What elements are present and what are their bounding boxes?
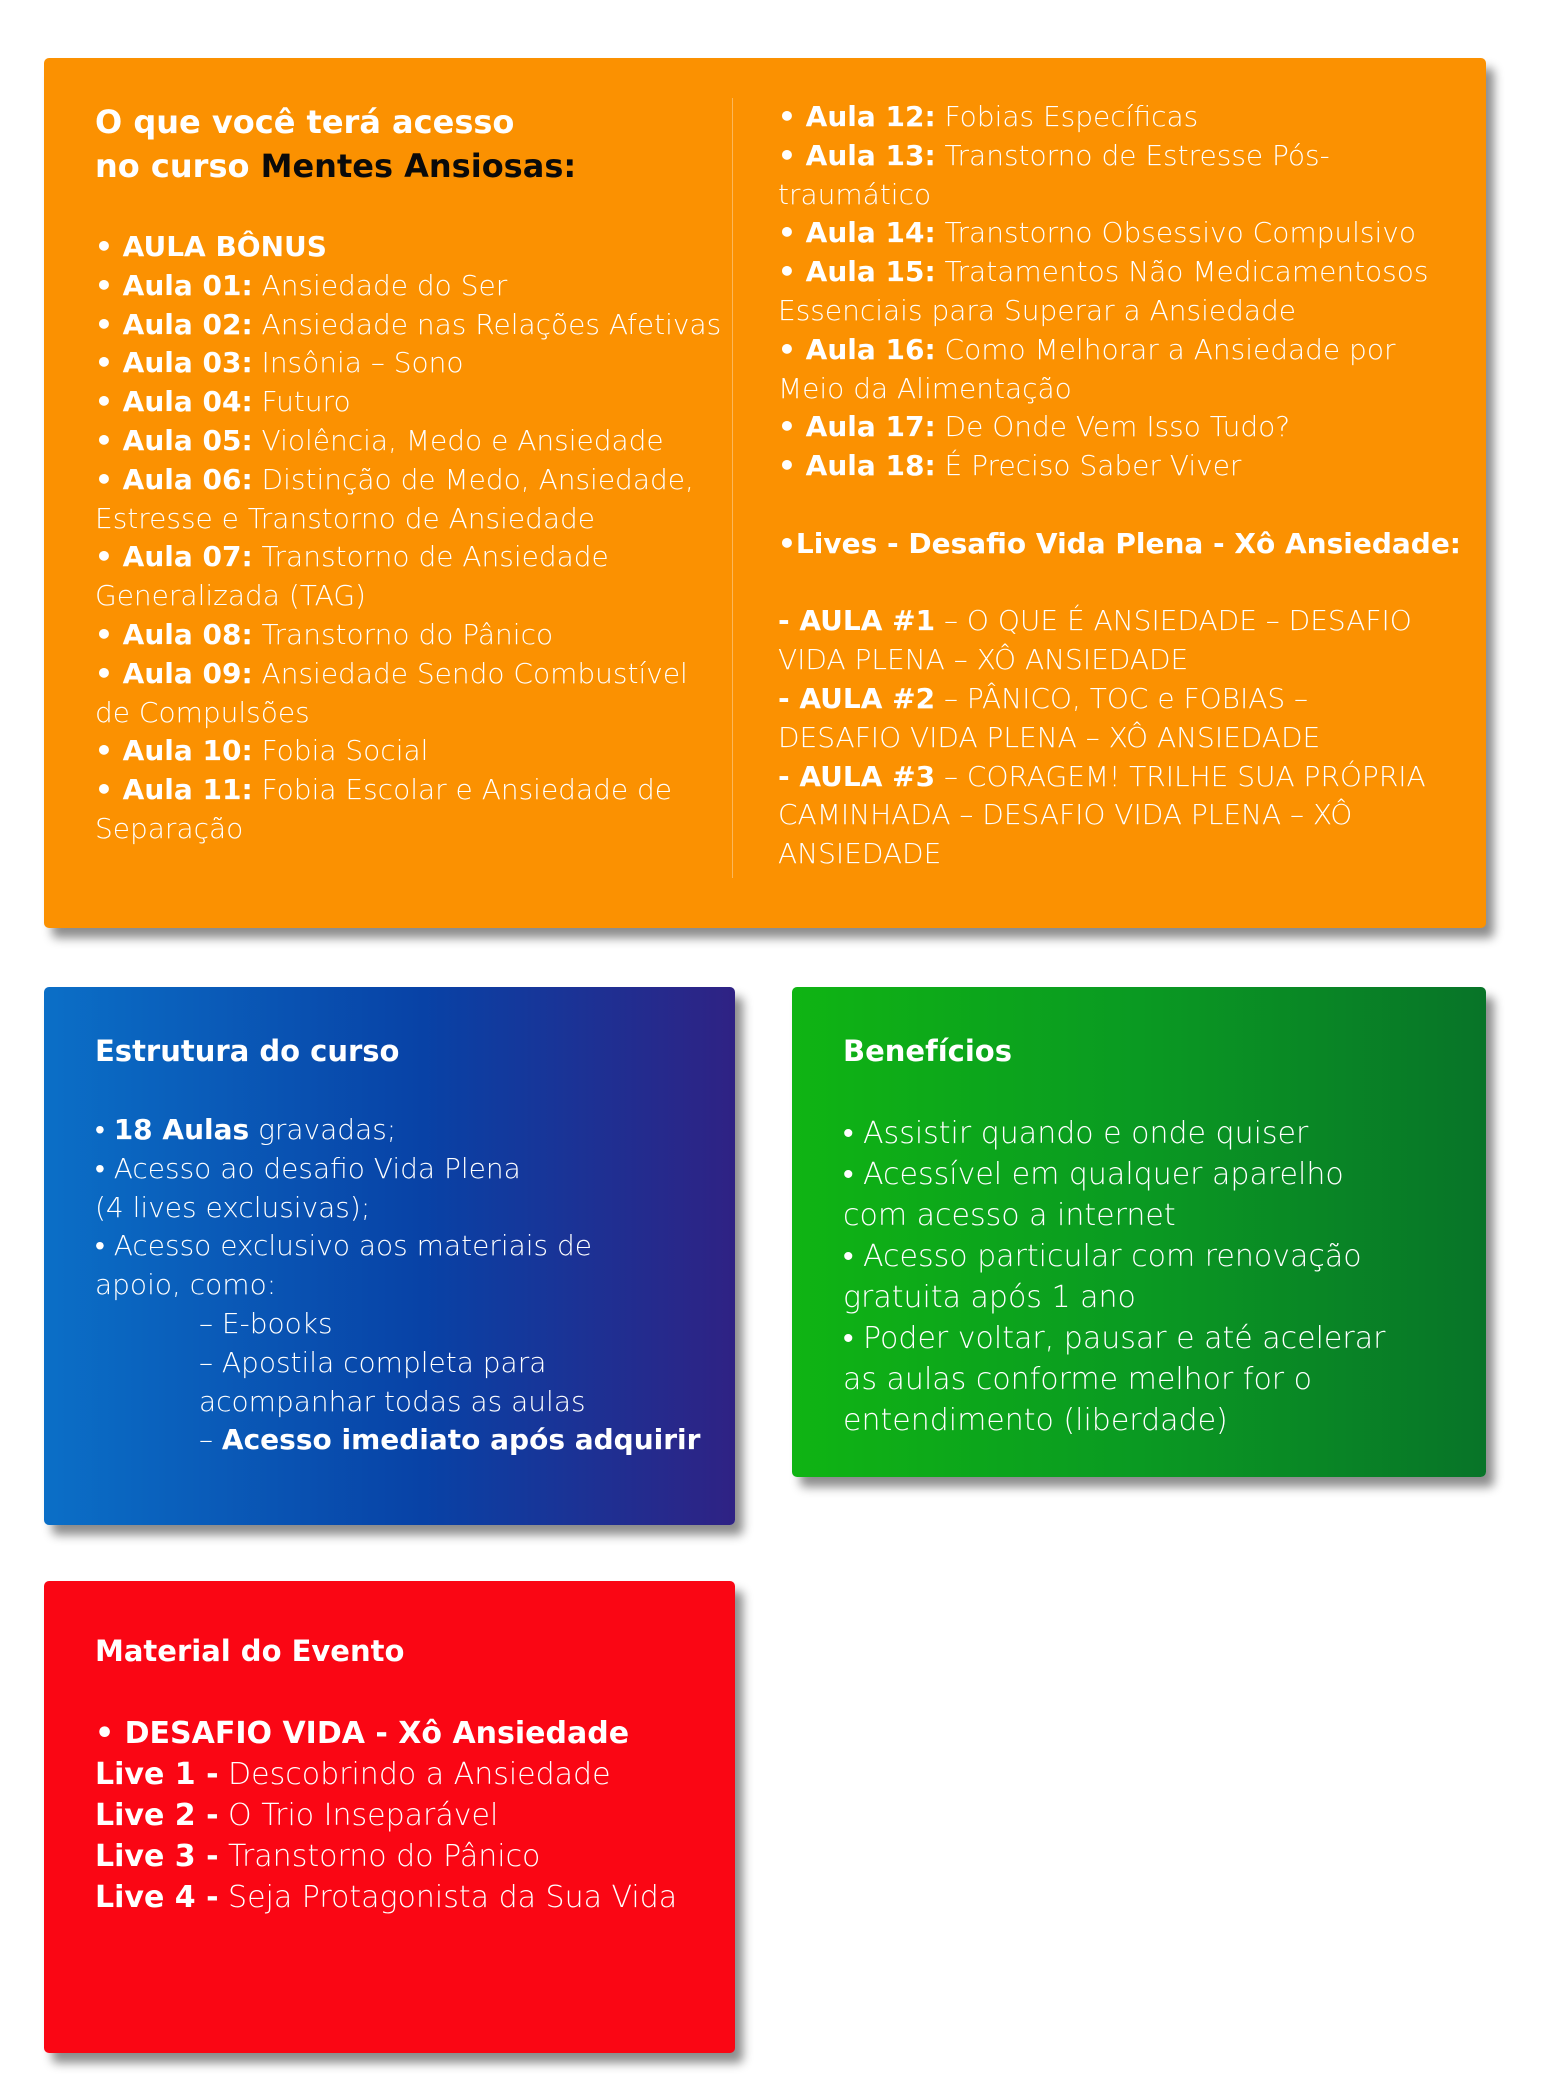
live-lesson-item: - AULA #1 – O QUE É ANSIEDADE – DESAFIO <box>778 604 1412 638</box>
lesson-item: Meio da Alimentação <box>778 371 1072 405</box>
lesson-item: • Aula 15: Tratamentos Não Medicamentosos <box>778 255 1429 289</box>
lesson-item: traumático <box>778 177 932 211</box>
benefits-title: Benefícios <box>843 1034 1012 1068</box>
lesson-item: de Compulsões <box>95 695 310 729</box>
lesson-item: • AULA BÔNUS <box>95 230 327 263</box>
benefits-content <box>843 1031 1466 1441</box>
benefits-card <box>792 987 1486 1477</box>
benefit-item: • Assistir quando e onde quiser <box>843 1116 1309 1151</box>
structure-subitem-apostila-cont: acompanhar todas as aulas <box>199 1384 586 1418</box>
event-live-item: Live 3 - Transtorno do Pânico <box>95 1839 541 1874</box>
lesson-item: • Aula 07: Transtorno de Ansiedade <box>95 540 609 574</box>
benefit-item: • Acesso particular com renovação <box>843 1239 1362 1274</box>
course-title-pre: no curso <box>95 147 261 185</box>
lesson-item: • Aula 08: Transtorno do Pânico <box>95 617 554 651</box>
lives-list <box>778 602 1478 874</box>
lessons-list-right <box>778 98 1478 486</box>
lesson-item: • Aula 11: Fobia Escolar e Ansiedade de <box>95 773 673 807</box>
structure-subitem-access: – Acesso imediato após adquirir <box>199 1423 701 1457</box>
lives-heading: •Lives - Desafio Vida Plena - Xô Ansiedade: <box>778 526 1462 560</box>
event-material-content <box>95 1631 715 1918</box>
course-structure-card <box>44 987 735 1525</box>
lesson-item: • Aula 09: Ansiedade Sendo Combustível <box>95 656 688 690</box>
lesson-item: • Aula 10: Fobia Social <box>95 734 429 768</box>
structure-item-challenge-cont: (4 lives exclusivas); <box>95 1190 371 1224</box>
lesson-item: Generalizada (TAG) <box>95 579 366 613</box>
column-divider <box>732 98 733 878</box>
course-title-line1: O que você terá acesso <box>95 103 515 141</box>
live-lesson-item: DESAFIO VIDA PLENA – XÔ ANSIEDADE <box>778 720 1321 754</box>
live-lesson-item: - AULA #2 – PÂNICO, TOC e FOBIAS – <box>778 681 1309 715</box>
benefit-item: • Acessível em qualquer aparelho <box>843 1157 1344 1192</box>
lessons-right-column <box>778 98 1478 874</box>
event-live-item: Live 4 - Seja Protagonista da Sua Vida <box>95 1880 678 1915</box>
lesson-item: • Aula 16: Como Melhorar a Ansiedade por <box>778 332 1396 366</box>
event-material-card <box>44 1581 735 2053</box>
lesson-item: Essenciais para Superar a Ansiedade <box>778 293 1297 327</box>
structure-item-materials: • Acesso exclusivo aos materiais de <box>95 1229 593 1263</box>
benefit-item: entendimento (liberdade) <box>843 1403 1228 1438</box>
lessons-list-left <box>95 228 775 849</box>
benefit-item: • Poder voltar, pausar e até acelerar <box>843 1321 1386 1356</box>
course-structure-content <box>95 1031 715 1460</box>
lesson-item: • Aula 01: Ansiedade do Ser <box>95 268 508 302</box>
event-live-item: Live 2 - O Trio Inseparável <box>95 1798 499 1833</box>
course-title-line2 <box>95 144 775 188</box>
lesson-item: • Aula 03: Insônia – Sono <box>95 346 464 380</box>
event-challenge: • DESAFIO VIDA - Xô Ansiedade <box>95 1716 630 1751</box>
lesson-item: • Aula 06: Distinção de Medo, Ansiedade, <box>95 462 694 496</box>
lesson-item: Separação <box>95 811 244 845</box>
event-material-title: Material do Evento <box>95 1634 405 1668</box>
structure-item-challenge: • Acesso ao desafio Vida Plena <box>95 1151 521 1185</box>
lesson-item: • Aula 05: Violência, Medo e Ansiedade <box>95 423 664 457</box>
live-lesson-item: - AULA #3 – CORAGEM! TRILHE SUA PRÓPRIA <box>778 759 1426 793</box>
event-lives-list <box>95 1754 715 1918</box>
course-structure-title: Estrutura do curso <box>95 1034 400 1068</box>
benefits-list <box>843 1113 1466 1441</box>
structure-item-materials-cont: apoio, como: <box>95 1268 277 1302</box>
lesson-item: • Aula 14: Transtorno Obsessivo Compulsivo <box>778 216 1416 250</box>
live-lesson-item: CAMINHADA – DESAFIO VIDA PLENA – XÔ <box>778 798 1353 832</box>
structure-item-lessons: • 18 Aulas gravadas; <box>95 1113 397 1146</box>
course-content-card <box>44 58 1486 928</box>
lesson-item: Estresse e Transtorno de Ansiedade <box>95 501 596 535</box>
event-live-item: Live 1 - Descobrindo a Ansiedade <box>95 1757 611 1792</box>
lesson-item: • Aula 12: Fobias Específicas <box>778 100 1199 133</box>
benefit-item: as aulas conforme melhor for o <box>843 1362 1313 1397</box>
structure-subitem-apostila: – Apostila completa para <box>199 1345 547 1379</box>
lesson-item: • Aula 13: Transtorno de Estresse Pós- <box>778 138 1330 172</box>
lesson-item: • Aula 02: Ansiedade nas Relações Afetivas <box>95 307 722 341</box>
live-lesson-item: ANSIEDADE <box>778 837 942 871</box>
lesson-item: • Aula 18: É Preciso Saber Viver <box>778 449 1242 483</box>
lesson-item: • Aula 04: Futuro <box>95 385 351 419</box>
structure-subitem-ebooks: – E-books <box>199 1306 333 1340</box>
lesson-item: • Aula 17: De Onde Vem Isso Tudo? <box>778 410 1291 444</box>
live-lesson-item: VIDA PLENA – XÔ ANSIEDADE <box>778 643 1189 677</box>
benefit-item: com acesso a internet <box>843 1198 1176 1233</box>
benefit-item: gratuita após 1 ano <box>843 1280 1136 1315</box>
course-name: Mentes Ansiosas: <box>260 147 577 185</box>
lessons-left-column <box>95 100 775 849</box>
